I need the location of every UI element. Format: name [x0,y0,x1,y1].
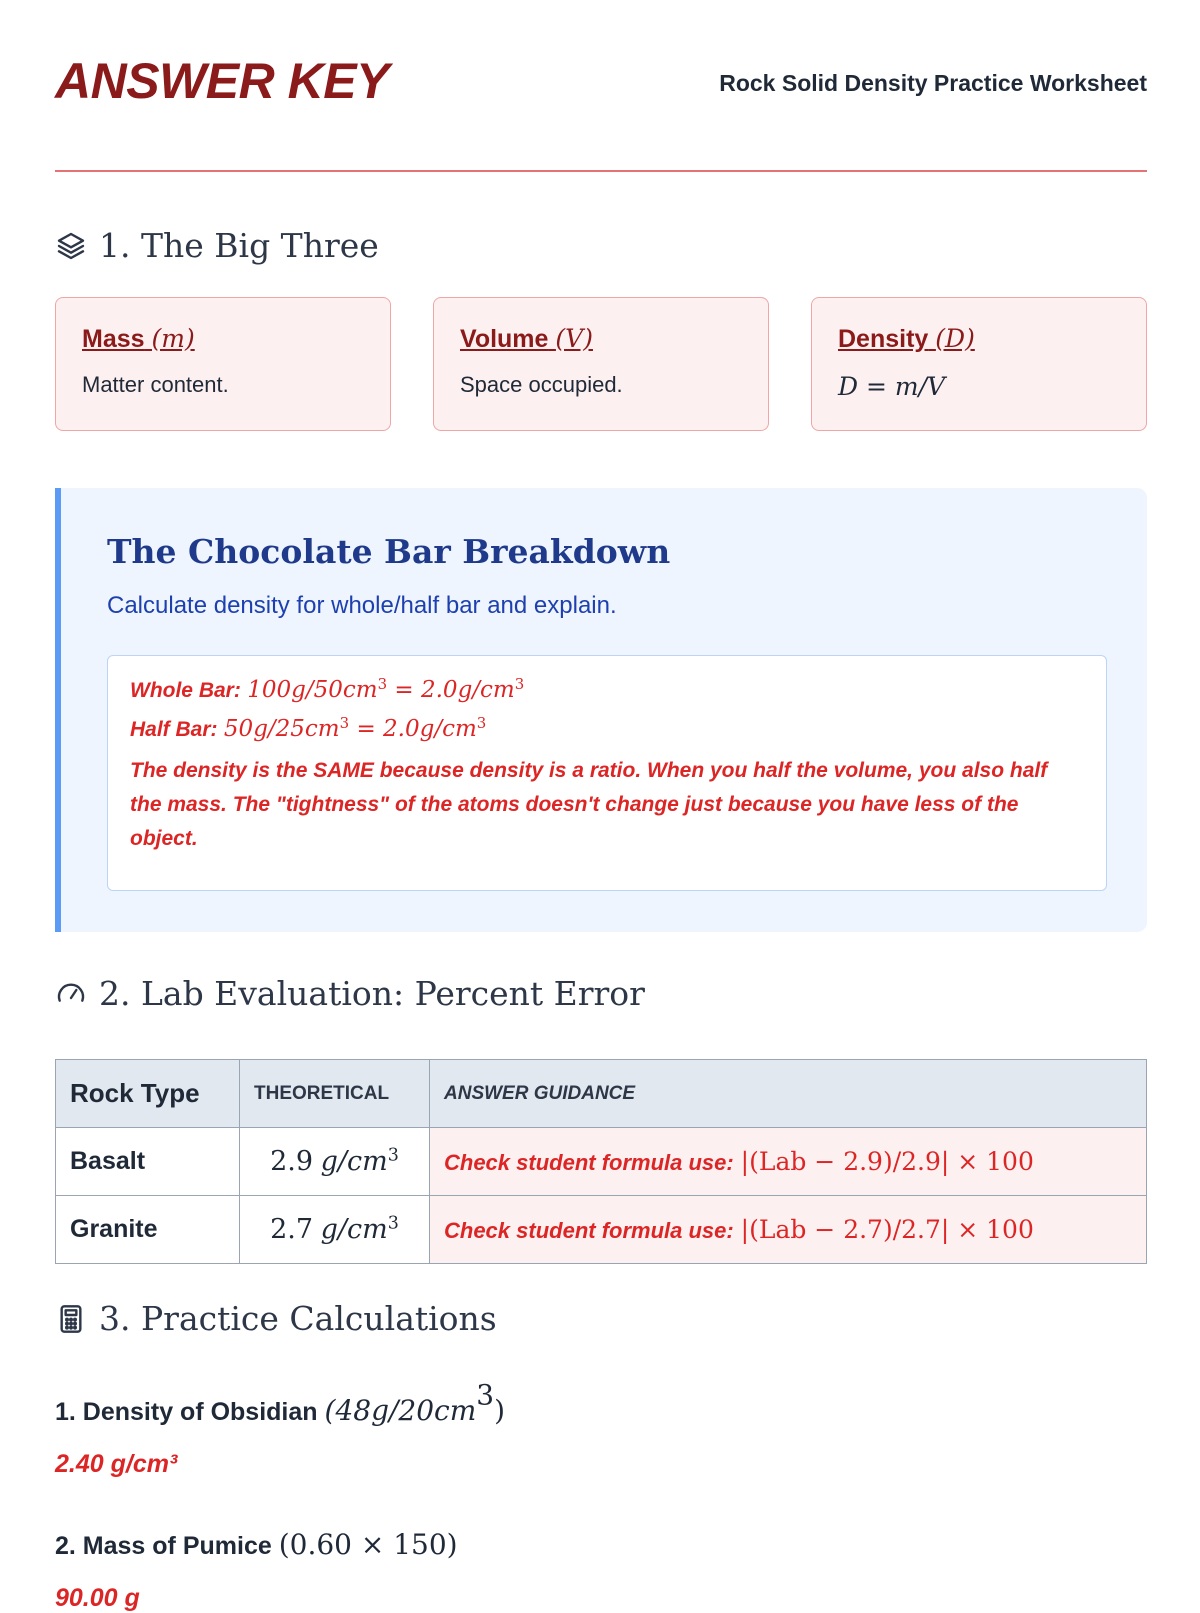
answer-2: 90.00 g [55,1584,140,1612]
header-theoretical: THEORETICAL [240,1060,430,1128]
section-1-title: 1. The Big Three [99,226,379,265]
layers-icon [55,230,87,262]
mass-definition: Matter content. [82,372,229,397]
density-term: Density (D) [838,324,975,353]
chocolate-title: The Chocolate Bar Breakdown [107,532,671,571]
big-three-cards [55,297,1147,433]
rock-name: Granite [56,1196,240,1264]
half-bar-answer: Half Bar: $50g/25cm^3 = 2.0g/cm^3$ [130,713,487,742]
density-formula: D = m/V [838,372,946,401]
density-explanation: The density is the SAME because density is a ratio. When you half the volume, you also half the mass. The "tightness" of the atoms doesn't change just because you have less of the object. [130,759,1048,850]
chocolate-answer-box [107,655,1107,891]
volume-card [433,297,769,431]
section-1-heading [55,226,379,265]
rock-name: Basalt [56,1128,240,1196]
percent-error-table [55,1059,1147,1264]
answer-1: 2.40 g/cm³ [55,1450,178,1478]
question-1: 1. Density of Obsidian $(48g/20cm^3)$ [55,1378,506,1427]
chocolate-subtitle: Calculate density for whole/half bar and explain. [107,592,617,619]
table-header-row [56,1060,1147,1128]
chocolate-bar-box [55,488,1147,932]
header-rock-type: Rock Type [56,1060,240,1128]
section-3-title: 3. Practice Calculations [99,1299,497,1338]
table-row [56,1196,1147,1264]
section-2-title: 2. Lab Evaluation: Percent Error [99,974,645,1013]
calculator-icon [55,1303,87,1335]
answer-key-title: ANSWER KEY [55,53,389,109]
worksheet-title: Rock Solid Density Practice Worksheet [719,70,1147,96]
page-header [55,0,1147,172]
answer-guidance: Check student formula use: |(Lab − 2.7)/2.7| × 100 [430,1196,1147,1264]
question-2: 2. Mass of Pumice (0.60 × 150) [55,1528,458,1561]
section-3-heading [55,1299,497,1338]
mass-term: Mass (m) [82,324,195,353]
mass-card [55,297,391,431]
whole-bar-answer: Whole Bar: $100g/50cm^3 = 2.0g/cm^3$ [130,674,525,703]
theoretical-density: 2.7 $g/cm^3$ [240,1196,430,1264]
density-card [811,297,1147,431]
worksheet-page [55,0,1147,1612]
gauge-icon [55,978,87,1010]
header-answer-guidance: ANSWER GUIDANCE [430,1060,1147,1128]
answer-guidance: Check student formula use: |(Lab − 2.9)/2.9| × 100 [430,1128,1147,1196]
volume-term: Volume (V) [460,324,593,353]
theoretical-density: 2.9 $g/cm^3$ [240,1128,430,1196]
table-row [56,1128,1147,1196]
section-2-heading [55,974,645,1013]
volume-definition: Space occupied. [460,372,623,397]
